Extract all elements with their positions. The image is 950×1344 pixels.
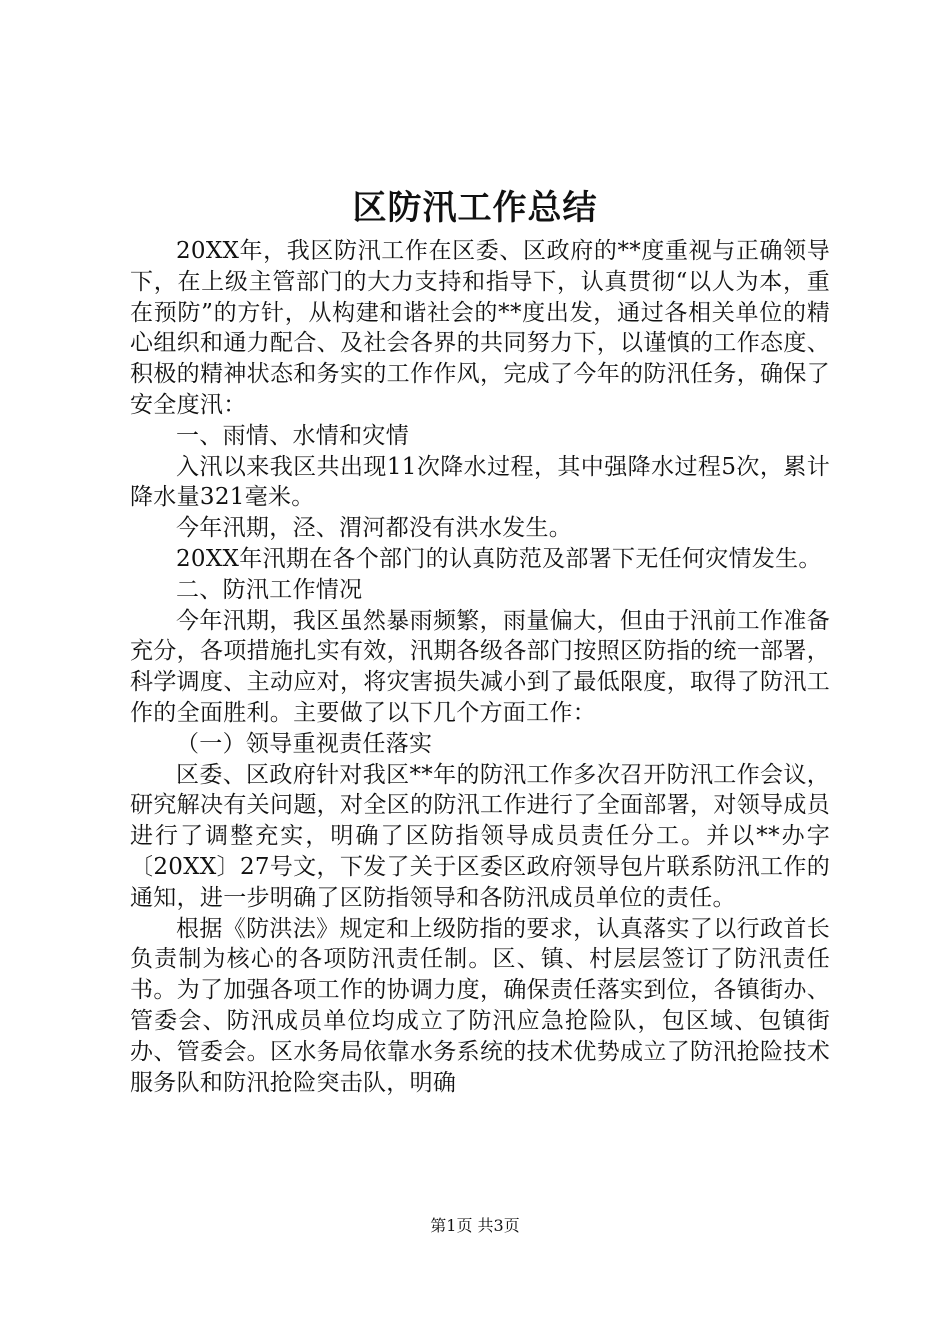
section-heading-rain: 一、雨情、水情和灾情	[176, 422, 409, 449]
leadership-paragraph: 区委、区政府针对我区**年的防汛工作多次召开防汛工作会议，研究解决有关问题，对全区的防汛工作进行了全面部署，对领导成员进行了调整充实，明确了区防指领导成员责任分工。并以**办字〔20XX〕27号文，下发了关于区委区政府领导包片联系防汛工作的通知，进一步明确了区防指领导和各防汛成员单位的责任。	[130, 761, 830, 911]
disaster-paragraph: 20XX年汛期在各个部门的认真防范及部署下无任何灾情发生。	[176, 545, 822, 572]
responsibility-paragraph: 根据《防洪法》规定和上级防指的要求，认真落实了以行政首长负责制为核心的各项防汛责任制。区、镇、村层层签订了防汛责任书。为了加强各项工作的协调力度，确保责任落实到位，各镇街办、管委会、防汛成员单位均成立了防汛应急抢险队，包区域、包镇街办、管委会。区水务局依靠水务系统的技术优势成立了防汛抢险技术服务队和防汛抢险突击队，明确	[130, 915, 830, 1096]
work-summary-paragraph: 今年汛期，我区虽然暴雨频繁，雨量偏大，但由于汛前工作准备充分，各项措施扎实有效，汛期各级各部门按照区防指的统一部署，科学调度、主动应对，将灾害损失减小到了最低限度，取得了防汛工作的全面胜利。主要做了以下几个方面工作：	[130, 607, 830, 726]
rainfall-paragraph: 入汛以来我区共出现11次降水过程，其中强降水过程5次，累计降水量321毫米。	[130, 453, 830, 511]
intro-paragraph: 20XX年，我区防汛工作在区委、区政府的**度重视与正确领导下，在上级主管部门的大力支持和指导下，认真贯彻“以人为本，重在预防”的方针，从构建和谐社会的**度出发，通过各相关单位的精心组织和通力配合、及社会各界的共同努力下，以谨慎的工作态度、积极的精神状态和务实的工作作风，完成了今年的防汛任务，确保了安全度汛：	[130, 238, 830, 418]
document-title: 区防汛工作总结	[352, 188, 598, 228]
document-body	[130, 236, 830, 1098]
subsection-heading-leadership: （一）领导重视责任落实	[176, 730, 433, 757]
page-footer: 第1页 共3页	[430, 1216, 520, 1235]
section-heading-work: 二、防汛工作情况	[176, 576, 363, 603]
flood-paragraph: 今年汛期，泾、渭河都没有洪水发生。	[176, 515, 573, 542]
